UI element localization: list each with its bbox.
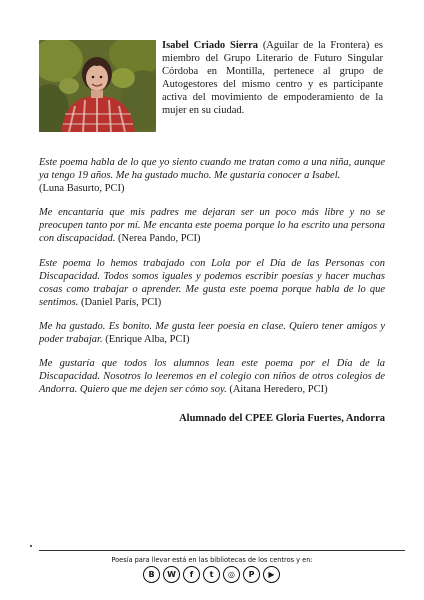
footer-divider [39, 550, 405, 551]
author-bio [162, 40, 383, 117]
social-icons [143, 566, 280, 584]
testimonial-author: (Aitana Heredero, PCI) [229, 384, 328, 396]
testimonial [39, 357, 385, 396]
wordpress-icon[interactable]: W [163, 566, 180, 583]
blogger-icon[interactable]: B [143, 566, 160, 583]
testimonial [39, 257, 385, 309]
testimonial-author: (Enrique Alba, PCI) [105, 334, 190, 346]
facebook-icon[interactable]: f [183, 566, 200, 583]
testimonial [39, 206, 385, 245]
footer-dot [30, 545, 32, 547]
testimonial-author: (Nerea Pando, PCI) [118, 233, 201, 245]
twitter-icon[interactable]: t [203, 566, 220, 583]
testimonial-author: (Luna Basurto, PCI) [39, 183, 125, 195]
testimonial-text: Me encantaría que mis padres me dejaran ser un poco más libre y no se preocupen tanto por mí. Me encanta este poema porque lo ha escrito una persona con discapacidad. [39, 207, 385, 245]
instagram-icon[interactable]: ◎ [223, 566, 240, 583]
author-name: Isabel Criado Sierra [162, 40, 258, 51]
testimonial [39, 320, 385, 346]
pinterest-icon[interactable]: P [243, 566, 260, 583]
testimonial-text: Este poema lo hemos trabajado con Lola por el Día de las Personas con Discapacidad. Todos somos iguales y podemos escribir poesías y hacer muchas cosas como trabajar o aprender. Me gusta este poema porque habla de lo que sentimos. [39, 257, 385, 308]
testimonial [39, 156, 385, 195]
testimonials [39, 156, 385, 407]
youtube-icon[interactable]: ▶ [263, 566, 280, 583]
testimonial-text: Este poema habla de lo que yo siento cuando me tratan como a una niña, aunque ya tengo 19 años. Me ha gustado mucho. Me gustaría conocer a Isabel. [39, 157, 385, 182]
author-bio-text: (Aguilar de la Frontera) es miembro del Grupo Literario de Futuro Singular Córdoba en Montilla, pertenece al grupo de Autogestores del mismo centro y es participante activa del movimiento de empoderamiento de la mujer en su ciudad. [162, 40, 383, 116]
signature: Alumnado del CPEE Gloria Fuertes, Andorra [179, 413, 385, 424]
testimonial-author: (Daniel París, PCI) [81, 296, 162, 308]
footer-text: Poesía para llevar está en las bibliotecas de los centros y en: [111, 556, 313, 564]
testimonial-text: Me ha gustado. Es bonito. Me gusta leer poesía en clase. Quiero tener amigos y poder trabajar. [39, 320, 385, 346]
author-photo [39, 40, 156, 132]
testimonial-text: Me gustaría que todos los alumnos lean este poema por el Día de la Discapacidad. Nosotros lo leeremos en el colegio con niños de otros colegios de Andorra. Quiero que me dejen ser cómo soy. [39, 358, 385, 396]
